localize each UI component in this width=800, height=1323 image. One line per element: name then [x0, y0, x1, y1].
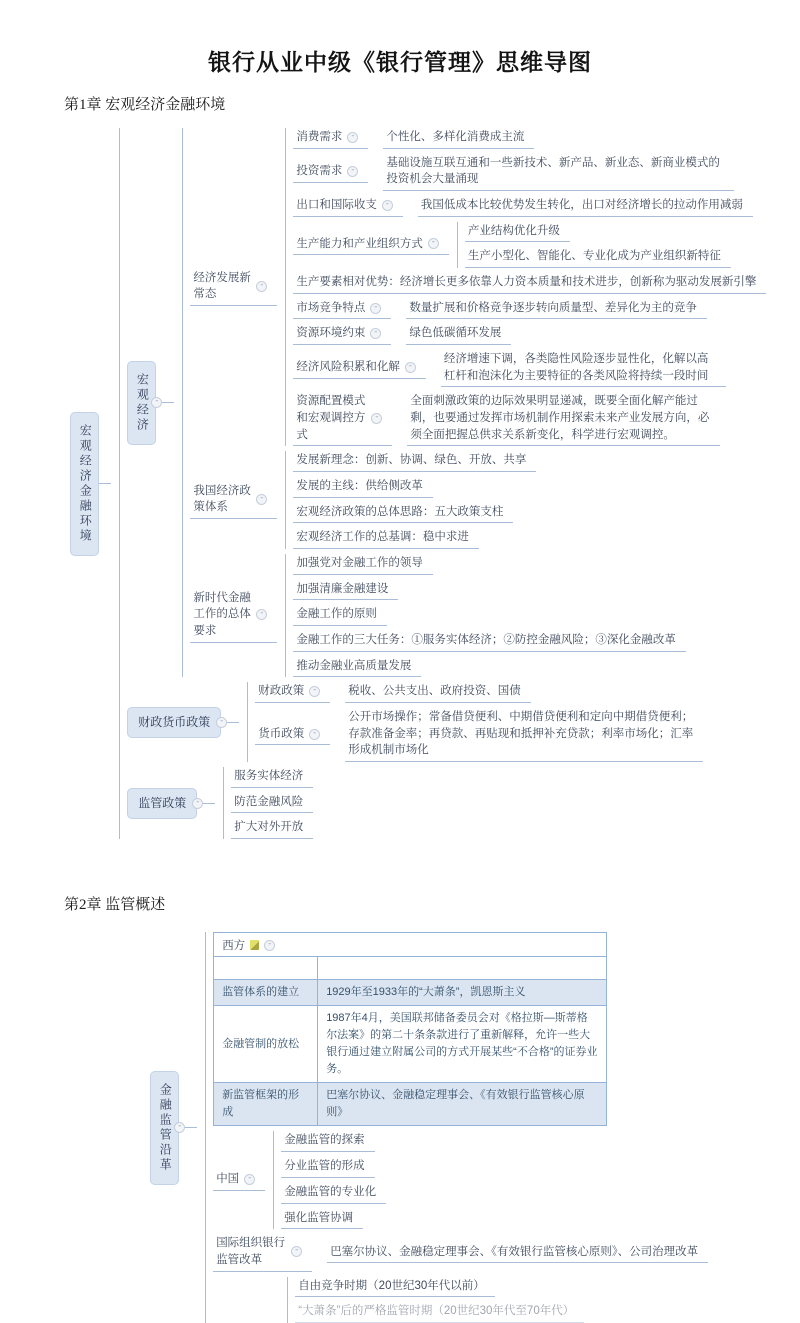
mindmap-branch [293, 554, 686, 575]
collapse-minus-icon[interactable]: - [192, 798, 203, 809]
topic-text: 消费需求 [296, 131, 343, 143]
collapse-minus-icon[interactable]: - [256, 494, 267, 505]
topic [383, 128, 534, 149]
mindmap-branch [418, 196, 753, 217]
children-group [399, 299, 707, 320]
children-group [182, 128, 766, 677]
topic [293, 128, 368, 149]
topic [293, 580, 398, 601]
table-cell-key: 金融管制的放松 [214, 1005, 318, 1082]
topic-text: 宏观经济 [135, 372, 150, 433]
children-group [119, 128, 766, 839]
collapse-minus-icon[interactable]: - [309, 686, 320, 697]
topic [255, 682, 330, 703]
west-topic-box [213, 932, 607, 1126]
mindmap-branch [345, 708, 703, 762]
topic [293, 196, 403, 217]
topic [418, 196, 753, 217]
children-group [285, 451, 536, 549]
children-group [247, 682, 703, 762]
topic [441, 350, 726, 387]
table-cell-value: 巴塞尔协议、金融稳定理事会、《有效银行监管核心原则》 [318, 1082, 606, 1125]
topic-text: 金融工作的原则 [296, 608, 377, 621]
topic-text: 分业监管的形成 [284, 1160, 365, 1173]
mindmap-branch [293, 477, 536, 498]
children-group [411, 196, 753, 217]
topic [231, 793, 313, 814]
topic [190, 269, 277, 306]
collapse-minus-icon[interactable]: - [256, 281, 267, 292]
topic-text: 个性化、多样化消费成主流 [386, 131, 525, 143]
children-group [205, 932, 708, 1323]
mindmap-branch [231, 793, 313, 814]
connector-line [162, 402, 174, 403]
table-header [214, 933, 606, 956]
children-group [399, 324, 511, 345]
topic-box [127, 707, 221, 738]
mindmap-branch [293, 324, 766, 345]
topic [345, 682, 531, 703]
mindmap-branch [293, 580, 686, 601]
topic [406, 299, 707, 320]
topic [231, 818, 313, 839]
topic-text: 国际组织银行监管改革 [216, 1237, 286, 1266]
table-cell-key [214, 957, 318, 979]
topic-text: 生产能力和产业组织方式 [296, 237, 423, 250]
topic-text: 数量扩展和价格竞争逐步转向质量型、差异化为主的竞争 [409, 301, 697, 314]
table-cell-value [318, 957, 606, 979]
topic [345, 708, 703, 762]
topic-text: 我国经济政策体系 [193, 484, 251, 514]
topic [293, 657, 421, 678]
collapse-minus-icon[interactable]: - [347, 132, 358, 143]
connector-line [185, 1127, 197, 1128]
mindmap-branch [190, 554, 766, 677]
topic [293, 477, 433, 498]
topic-text: 经济风险积累和化解 [296, 361, 400, 374]
collapse-minus-icon[interactable]: - [309, 729, 320, 740]
topic-text: 发展新理念：创新、协调、绿色、开放、共享 [296, 454, 527, 467]
topic [293, 605, 387, 626]
topic-text: 基础设施互联互通和一些新技术、新产品、新业态、新商业模式的投资机会大量涌现 [386, 156, 720, 186]
mindmap-branch [293, 657, 686, 678]
connector-line [227, 722, 239, 723]
topic-text: 资源配置模式和宏观调控方式 [296, 395, 366, 441]
topic-text: 自由竞争时期（20世纪30年代以前） [298, 1279, 485, 1292]
topic [190, 482, 277, 519]
mindmap-branch [70, 128, 766, 839]
mindmap-branch [213, 932, 708, 1126]
collapse-minus-icon[interactable]: - [264, 940, 275, 951]
topic [281, 1183, 386, 1204]
chapter-2-section [0, 893, 800, 1323]
topic-box [70, 412, 99, 556]
history-table [214, 956, 606, 1125]
topic [295, 1277, 495, 1298]
mindmap-branch [190, 128, 766, 446]
mindmap-branch [293, 392, 766, 446]
mindmap-branch [465, 247, 731, 268]
topic-text: 经济发展新常态 [193, 271, 251, 301]
children-group [376, 154, 734, 191]
collapse-minus-icon[interactable]: - [256, 609, 267, 620]
table-cell-value: 1987年4月，美国联邦储备委员会对《格拉斯—斯蒂格尔法案》的第二十条条款进行了重新解释，允许一些大银行通过建立附属公司的方式开展某些“不合格”的证券业务。 [318, 1005, 606, 1082]
topic-text: 新时代金融工作的总体要求 [193, 591, 251, 638]
children-group [273, 1131, 386, 1229]
mindmap-branch [281, 1183, 386, 1204]
topic [231, 767, 313, 788]
topic-text: 西方 [222, 940, 246, 953]
topic-text: 监管政策 [138, 795, 187, 810]
mindmap-branch [127, 128, 766, 677]
topic [213, 1170, 265, 1191]
topic-text: 产业结构优化升级 [467, 224, 560, 237]
table-cell-key: 监管体系的建立 [214, 979, 318, 1005]
collapse-minus-icon[interactable]: - [291, 1246, 302, 1257]
children-group [320, 1243, 708, 1264]
topic [465, 247, 731, 268]
collapse-minus-icon[interactable]: - [151, 397, 162, 408]
topic-text: 出口和国际收支 [296, 199, 377, 212]
topic-text: 资源环境约束 [296, 327, 366, 340]
mindmap-branch [293, 299, 766, 320]
children-group [223, 767, 313, 839]
topic [293, 554, 433, 575]
topic-text: 加强清廉金融建设 [296, 582, 389, 595]
topic [465, 222, 570, 243]
topic [255, 725, 330, 746]
mindmap-branch [293, 503, 536, 524]
topic [281, 1157, 375, 1178]
mindmap-branch [293, 528, 536, 549]
mindmap-branch [293, 196, 766, 217]
mindmap-branch [255, 708, 703, 762]
topic [293, 273, 766, 294]
topic-text: 生产小型化、智能化、专业化成为产业组织新特征 [467, 250, 721, 263]
topic-text: 金融监管的探索 [284, 1134, 365, 1147]
topic-text: 货币政策 [258, 727, 305, 740]
collapse-minus-icon[interactable]: - [382, 200, 393, 211]
topic-text: 防范金融风险 [234, 795, 304, 808]
topic-text: 发展的主线：供给侧改革 [296, 480, 423, 493]
topic [213, 1234, 312, 1271]
mindmap-branch [441, 350, 726, 387]
chapter-2-mindmap [150, 932, 800, 1323]
mindmap-branch [293, 154, 766, 191]
topic-text: 生产要素相对优势：经济增长更多依靠人力资本质量和技术进步，创新称为驱动发展新引擎 [296, 276, 757, 289]
mindmap-branch [231, 767, 313, 788]
mindmap-branch [293, 631, 686, 652]
mindmap-branch [255, 682, 703, 703]
topic-text: 经济增速下调，各类隐性风险逐步显性化，化解以高杠杆和泡沫化为主要特征的各类风险将持续一段时间 [443, 353, 709, 382]
connector-line [99, 483, 111, 484]
collapse-minus-icon[interactable]: - [405, 362, 416, 373]
topic [383, 154, 734, 191]
mindmap-branch [293, 350, 766, 387]
children-group [285, 128, 766, 446]
topic-text: 巴塞尔协议、金融稳定理事会、《有效银行监管核心原则》、公司治理改革 [330, 1245, 699, 1258]
table-cell-value: 1929年至1933年的“大萧条”，凯恩斯主义 [318, 979, 606, 1005]
mindmap-branch [383, 128, 534, 149]
topic-text: 公开市场操作；常备借贷便利、中期借贷便利和定向中期借贷便利；存款准备金率；再贷款、再贴现和抵押补充贷款；利率市场化；汇率形成机制市场化 [348, 711, 694, 757]
mindmap-branch [190, 451, 766, 549]
topic-text: 财政政策 [258, 685, 305, 698]
topic [293, 299, 391, 320]
topic-text: 金融工作的三大任务：①服务实体经济；②防控金融风险；③深化金融改革 [296, 634, 676, 647]
topic [293, 528, 479, 549]
topic [327, 1243, 708, 1264]
mindmap-branch [213, 1131, 708, 1229]
topic-text: 绿色低碳循环发展 [409, 327, 502, 340]
chapter-1-section [0, 93, 800, 839]
collapse-minus-icon[interactable]: - [370, 328, 381, 339]
children-group [285, 554, 686, 677]
mindmap-branch [345, 682, 531, 703]
children-group [338, 682, 531, 703]
topic-text: 中国 [216, 1172, 240, 1185]
collapse-minus-icon[interactable]: - [428, 238, 439, 249]
mindmap-branch [465, 222, 731, 243]
mindmap-branch [293, 605, 686, 626]
note-icon [250, 940, 259, 950]
topic-box [127, 788, 197, 819]
topic-text: 财政货币政策 [138, 714, 211, 729]
topic-text: 宏观经济金融环境 [78, 423, 93, 544]
topic-text: 金融监管的专业化 [284, 1185, 377, 1198]
topic [281, 1131, 375, 1152]
topic-text: 投资需求 [296, 165, 343, 177]
mindmap-branch [407, 392, 720, 446]
topic [293, 451, 536, 472]
mindmap-branch [293, 222, 766, 268]
mindmap-branch [383, 154, 734, 191]
collapse-minus-icon[interactable]: - [216, 717, 227, 728]
topic [295, 1302, 584, 1323]
collapse-minus-icon[interactable]: - [244, 1174, 255, 1185]
topic [293, 631, 686, 652]
mindmap-branch [406, 299, 707, 320]
mindmap-branch [127, 767, 766, 839]
topic-text: 全面刺激政策的边际效果明显递减，既要全面化解产能过剩，也要通过发挥市场机制作用探索未来产业发展方向，必须全面把握总供求关系新变化，科学进行宏观调控。 [410, 395, 710, 441]
mindmap-branch [406, 324, 511, 345]
topic-text: 推动金融业高质量发展 [296, 659, 412, 672]
topic [293, 503, 513, 524]
children-group [338, 708, 703, 762]
topic-text: 扩大对外开放 [234, 821, 304, 834]
children-group [434, 350, 726, 387]
mindmap-branch [327, 1243, 708, 1264]
children-group [400, 392, 720, 446]
chapter-2-heading: 第2章 监管概述 [64, 897, 166, 914]
topic-text: 加强党对金融工作的领导 [296, 557, 423, 570]
mindmap-branch [293, 451, 536, 472]
collapse-minus-icon[interactable]: - [370, 303, 381, 314]
mindmap-branch [293, 273, 766, 294]
connector-line [203, 803, 215, 804]
page-title: 银行从业中级《银行管理》思维导图 [208, 49, 592, 75]
topic [293, 235, 449, 256]
children-group [287, 1277, 584, 1323]
topic [293, 162, 368, 183]
collapse-minus-icon[interactable]: - [371, 413, 382, 424]
chapter-1-heading: 第1章 宏观经济金融环境 [64, 97, 226, 113]
mindmap-page [0, 44, 800, 1318]
mindmap-branch [281, 1209, 386, 1230]
table-cell-key: 新监管框架的形成 [214, 1082, 318, 1125]
collapse-minus-icon[interactable]: - [174, 1122, 185, 1133]
chapter-1-mindmap [70, 128, 800, 839]
mindmap-branch [213, 1234, 708, 1271]
topic-text: 宏观经济政策的总体思路：五大政策支柱 [296, 505, 504, 518]
topic [293, 358, 426, 379]
topic [293, 324, 391, 345]
children-group [376, 128, 534, 149]
topic [190, 589, 277, 643]
mindmap-branch [281, 1157, 386, 1178]
topic-text: 强化监管协调 [284, 1211, 354, 1224]
collapse-minus-icon[interactable]: - [347, 166, 358, 177]
topic-text: “大萧条”后的严格监管时期（20世纪30年代至70年代） [298, 1305, 575, 1318]
mindmap-branch [231, 818, 313, 839]
topic-text: 宏观经济工作的总基调：稳中求进 [296, 531, 469, 544]
mindmap-branch [127, 682, 766, 762]
mindmap-branch [150, 932, 708, 1323]
mindmap-branch [281, 1131, 386, 1152]
mindmap-branch [213, 1277, 708, 1323]
children-group [457, 222, 731, 268]
topic [281, 1209, 363, 1230]
topic-text: 税收、公共支出、政府投资、国债 [348, 685, 521, 698]
topic [406, 324, 511, 345]
topic-text: 我国低成本比较优势发生转化，出口对经济增长的拉动作用减弱 [420, 199, 743, 212]
topic [407, 392, 720, 446]
topic-text: 服务实体经济 [234, 770, 304, 783]
mindmap-branch [293, 128, 766, 149]
mindmap-branch [295, 1277, 584, 1298]
mindmap-branch [295, 1302, 584, 1323]
topic [293, 392, 392, 446]
topic-text: 市场竞争特点 [296, 301, 366, 314]
topic-text: 金融监管沿革 [158, 1082, 173, 1173]
